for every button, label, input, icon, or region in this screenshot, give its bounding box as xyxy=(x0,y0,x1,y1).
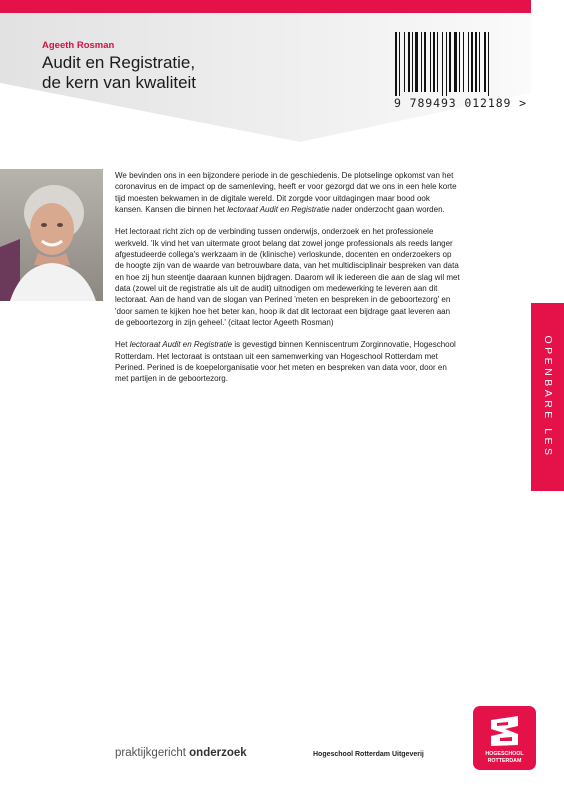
paragraph-1-end: nader onderzocht gaan worden. xyxy=(331,204,445,214)
side-tab-label: OPENBARE LES xyxy=(541,335,554,459)
body-paragraph-3 xyxy=(115,339,460,384)
logo-text-line-2: ROTTERDAM xyxy=(487,758,522,764)
paragraph-3-start: Het xyxy=(115,340,128,350)
author-photo xyxy=(0,169,103,301)
paragraph-1-emphasis: lectoraat Audit en Registratie xyxy=(227,204,330,214)
publisher-name: Hogeschool Rotterdam Uitgeverij xyxy=(313,751,424,758)
body-text xyxy=(115,170,460,396)
hogeschool-rotterdam-logo xyxy=(473,706,536,770)
logo-text-line-1: HOGESCHOOL xyxy=(485,751,524,757)
series-name-bold: onderzoek xyxy=(189,747,247,759)
barcode xyxy=(392,32,531,96)
title-line-2: de kern van kwaliteit xyxy=(42,73,197,92)
side-tab xyxy=(531,303,564,491)
logo-mark-icon xyxy=(488,714,521,748)
paragraph-3-rest: is gevestigd binnen Kenniscentrum Zorginnovatie, Hogeschool Rotterdam. Het lectoraat is ontstaan uit een samenwerking van Hogeschool Rotterdam met Perined. Perined is de koepelorganisatie voor het meten en bespreken van data voor, door en met partijen in de geboortezorg. xyxy=(115,340,456,384)
title-line-1: Audit en Registratie, xyxy=(42,53,196,72)
body-paragraph-1 xyxy=(115,170,460,215)
isbn-number: 9 789493 012189 > xyxy=(394,96,528,110)
paragraph-1-text: We bevinden ons in een bijzondere periode in de geschiedenis. De plotselinge opkomst van het coronavirus en de impact op de samenleving, heeft er voor gezorgd dat we ons in een hele korte tijd moesten bekwamen in de digitale wereld. Dit zorgde voor uitdagingen maar bood ook kansen. Kansen die binnen het xyxy=(115,171,457,214)
top-accent-bar xyxy=(0,0,531,13)
series-name xyxy=(115,747,247,759)
series-name-light: praktijkgericht xyxy=(115,747,186,759)
paragraph-3-emphasis: lectoraat Audit en Registratie xyxy=(129,340,233,350)
book-title xyxy=(42,53,292,93)
body-paragraph-2: Het lectoraat richt zich op de verbinding tussen onderwijs, onderzoek en het professionele werkveld. 'Ik vind het van uitermate groot belang dat zowel jonge professionals als reeds langer afgestudeerde collega's werkzaam in de (klinische) verloskunde, docenten en onderzoekers op de hoogte zijn van de waarde van betrouwbare data, van het multidisciplinair bespreken van data en hoe zij hun steentje daaraan kunnen bijdragen. Daarom wil ik iedereen die aan de slag wil met data (zowel uit de registratie als uit de audit) uitnodigen om medewerking te leveren aan dit lectoraat. Aan de hand van de slogan van Perined 'meten en bespreken in de geboortezorg' en 'door samen te kijken hoe het beter kan, hoop ik dat dit lectoraat een bijdrage gaat leveren aan de geboortezorg in zijn geheel.' (citaat lector Ageeth Rosman) xyxy=(115,227,460,327)
author-name: Ageeth Rosman xyxy=(42,40,115,51)
